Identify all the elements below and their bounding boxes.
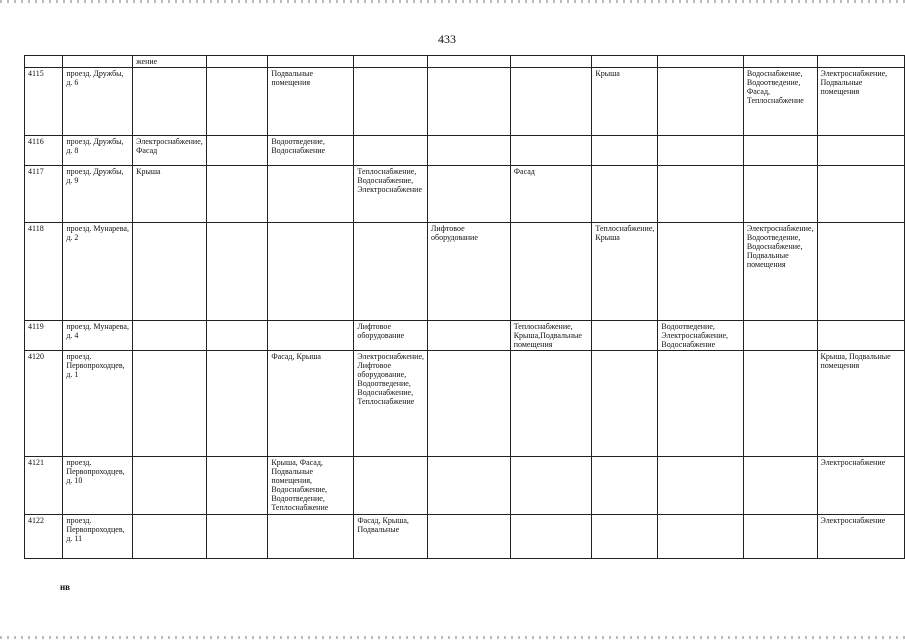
- table-row: [25, 351, 905, 457]
- work-type-cell: [133, 68, 207, 136]
- footer-mark: нв: [60, 582, 71, 592]
- work-type-cell: Теплоснабжение, Крыша,Подвальные помещения: [510, 321, 592, 351]
- table-row: [25, 166, 905, 223]
- row-number-cell: 4122: [25, 515, 63, 559]
- work-type-cell: [206, 223, 268, 321]
- scan-edge-top: [0, 0, 905, 3]
- work-type-cell: [268, 515, 354, 559]
- row-number-cell: 4117: [25, 166, 63, 223]
- row-number-cell: 4119: [25, 321, 63, 351]
- work-type-cell: [133, 351, 207, 457]
- work-type-cell: Лифтовое оборудование: [354, 321, 428, 351]
- registry-table: [24, 55, 905, 559]
- work-type-cell: [133, 457, 207, 515]
- work-type-cell: [133, 223, 207, 321]
- work-type-cell: Электроснабжение: [817, 515, 904, 559]
- row-number-cell: 4121: [25, 457, 63, 515]
- work-type-cell: Лифтовое оборудование: [428, 223, 511, 321]
- work-type-cell: [510, 223, 592, 321]
- work-type-cell: [354, 457, 428, 515]
- work-type-cell: [428, 68, 511, 136]
- work-type-cell: [354, 136, 428, 166]
- work-type-cell: [206, 136, 268, 166]
- work-type-cell: [658, 351, 743, 457]
- work-type-cell: [133, 515, 207, 559]
- work-type-cell: [133, 321, 207, 351]
- work-type-cell: Водоотведение, Водоснабжение: [268, 136, 354, 166]
- work-type-cell: [428, 351, 511, 457]
- work-type-cell: [428, 457, 511, 515]
- table-row: [25, 223, 905, 321]
- work-type-cell: [428, 136, 511, 166]
- scan-edge-bottom: [0, 636, 905, 639]
- work-type-cell: [510, 136, 592, 166]
- work-type-cell: [428, 321, 511, 351]
- work-type-cell: Водоотведение, Электроснабжение, Водоснабжение: [658, 321, 743, 351]
- work-type-cell: [510, 515, 592, 559]
- work-type-cell: [592, 351, 658, 457]
- work-type-cell: Электроснабжение, Фасад: [133, 136, 207, 166]
- work-type-cell: Электроснабжение, Подвальные помещения: [817, 68, 904, 136]
- work-type-cell: [510, 457, 592, 515]
- row-number-cell: 4115: [25, 68, 63, 136]
- work-type-cell: [592, 166, 658, 223]
- work-type-cell: [428, 166, 511, 223]
- work-type-cell: Фасад: [510, 166, 592, 223]
- work-type-cell: [743, 515, 817, 559]
- address-cell: проезд. Дружбы, д. 8: [63, 136, 133, 166]
- work-type-cell: Теплоснабжение, Водоснабжение, Электроснабжение: [354, 166, 428, 223]
- work-type-cell: [206, 515, 268, 559]
- address-cell: проезд. Первопроходцев, д. 11: [63, 515, 133, 559]
- work-type-cell: [268, 223, 354, 321]
- work-type-cell: [510, 351, 592, 457]
- work-type-cell: [206, 321, 268, 351]
- table-row: [25, 136, 905, 166]
- work-type-cell: [743, 321, 817, 351]
- row-number-cell: 4118: [25, 223, 63, 321]
- work-type-cell: [658, 166, 743, 223]
- work-type-cell: [206, 68, 268, 136]
- work-type-cell: [658, 68, 743, 136]
- work-type-cell: [206, 351, 268, 457]
- continued-text-cell: жение: [133, 56, 207, 68]
- page-number: 433: [438, 32, 456, 46]
- work-type-cell: Электроснабжение: [817, 457, 904, 515]
- address-cell: проезд. Дружбы, д. 6: [63, 68, 133, 136]
- work-type-cell: [658, 515, 743, 559]
- work-type-cell: [354, 68, 428, 136]
- work-type-cell: [268, 166, 354, 223]
- address-cell: проезд. Мунарева, д. 4: [63, 321, 133, 351]
- row-number-cell: 4116: [25, 136, 63, 166]
- work-type-cell: Электроснабжение, Лифтовое оборудование, Водоотведение, Водоснабжение, Теплоснабжение: [354, 351, 428, 457]
- work-type-cell: [592, 457, 658, 515]
- work-type-cell: [206, 166, 268, 223]
- work-type-cell: [817, 223, 904, 321]
- work-type-cell: [428, 515, 511, 559]
- work-type-cell: [743, 136, 817, 166]
- work-type-cell: Крыша: [592, 68, 658, 136]
- table-row: [25, 321, 905, 351]
- work-type-cell: Водоснабжение, Водоотведение, Фасад, Теплоснабжение: [743, 68, 817, 136]
- work-type-cell: [743, 457, 817, 515]
- work-type-cell: [817, 166, 904, 223]
- work-type-cell: [592, 515, 658, 559]
- work-type-cell: Теплоснабжение, Крыша: [592, 223, 658, 321]
- work-type-cell: Подвальные помещения: [268, 68, 354, 136]
- address-cell: проезд. Дружбы, д. 9: [63, 166, 133, 223]
- work-type-cell: [354, 223, 428, 321]
- work-type-cell: [592, 136, 658, 166]
- work-type-cell: [592, 321, 658, 351]
- row-number-cell: 4120: [25, 351, 63, 457]
- work-type-cell: [817, 136, 904, 166]
- work-type-cell: [743, 166, 817, 223]
- work-type-cell: Фасад, Крыша, Подвальные: [354, 515, 428, 559]
- address-cell: проезд. Первопроходцев, д. 10: [63, 457, 133, 515]
- table-row-continued: [25, 56, 905, 68]
- table-row: [25, 457, 905, 515]
- work-type-cell: [817, 321, 904, 351]
- work-type-cell: Крыша: [133, 166, 207, 223]
- address-cell: проезд. Первопроходцев, д. 1: [63, 351, 133, 457]
- work-type-cell: [510, 68, 592, 136]
- work-type-cell: [658, 457, 743, 515]
- work-type-cell: Крыша, Подвальные помещения: [817, 351, 904, 457]
- work-type-cell: [743, 351, 817, 457]
- work-type-cell: Фасад, Крыша: [268, 351, 354, 457]
- work-type-cell: Электроснабжение, Водоотведение, Водоснабжение, Подвальные помещения: [743, 223, 817, 321]
- work-type-cell: [658, 223, 743, 321]
- work-type-cell: [268, 321, 354, 351]
- work-type-cell: Крыша, Фасад, Подвальные помещения, Водоснабжение, Водоотведение, Теплоснабжение: [268, 457, 354, 515]
- work-type-cell: [658, 136, 743, 166]
- table-row: [25, 68, 905, 136]
- table-row: [25, 515, 905, 559]
- work-type-cell: [206, 457, 268, 515]
- address-cell: проезд. Мунарева, д. 2: [63, 223, 133, 321]
